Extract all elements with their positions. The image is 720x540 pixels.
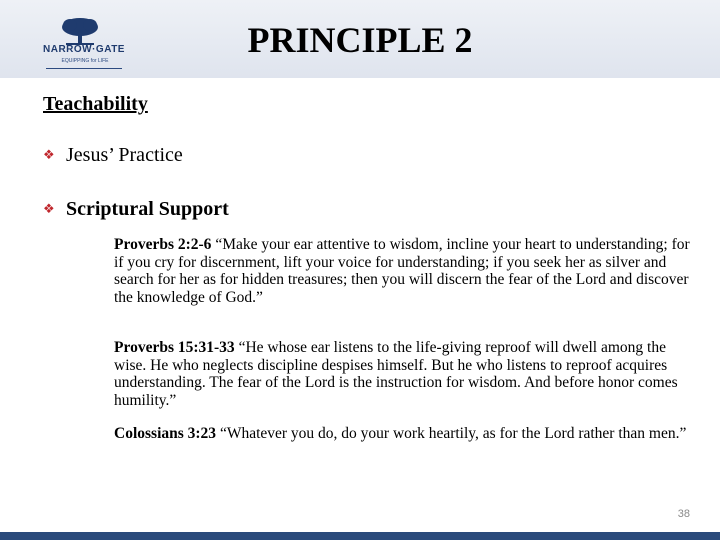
logo	[0, 0, 132, 78]
scripture-reference: Colossians 3:23	[114, 425, 217, 442]
tree-logo-icon	[58, 16, 102, 46]
scripture-reference: Proverbs 15:31-33	[114, 339, 235, 356]
footer-bar	[0, 532, 720, 540]
scripture-text: “Whatever you do, do your work heartily, as for the Lord rather than men.”	[219, 425, 687, 442]
scripture-quote	[114, 339, 694, 409]
scripture-text: “He whose ear listens to the life-giving reproof will dwell among the wise. He who neglects discipline despises himself. But he who listens to reproof acquires understanding. The fear of the Lord is the instruction for wisdom. And before honor comes humility.”	[114, 339, 678, 409]
bullet-item-scriptural-support	[43, 197, 229, 221]
bullet-item-jesus-practice	[43, 143, 183, 167]
section-title: Teachability	[43, 93, 148, 115]
logo-tagline: EQUIPPING for LIFE	[61, 58, 109, 64]
logo-divider	[46, 68, 122, 69]
bullet-label: Jesus’ Practice	[66, 144, 183, 166]
diamond-bullet-icon: ❖	[43, 201, 55, 216]
scripture-text: “Make your ear attentive to wisdom, incline your heart to understanding; for if you cry for discernment, lift your voice for understanding; if you seek her as silver and search for her as for hidden treasures; then you will discern the fear of the Lord and discover the knowledge of God.”	[114, 236, 690, 306]
slide-title: PRINCIPLE 2	[247, 20, 473, 60]
scripture-reference: Proverbs 2:2-6	[114, 236, 212, 253]
bullet-label: Scriptural Support	[66, 198, 229, 220]
logo-name: NARROW·GATE	[43, 44, 125, 55]
diamond-bullet-icon: ❖	[43, 147, 55, 162]
page-number: 38	[677, 508, 690, 520]
scripture-quote	[114, 425, 694, 443]
scripture-quote	[114, 236, 694, 306]
slide-header	[0, 0, 720, 78]
